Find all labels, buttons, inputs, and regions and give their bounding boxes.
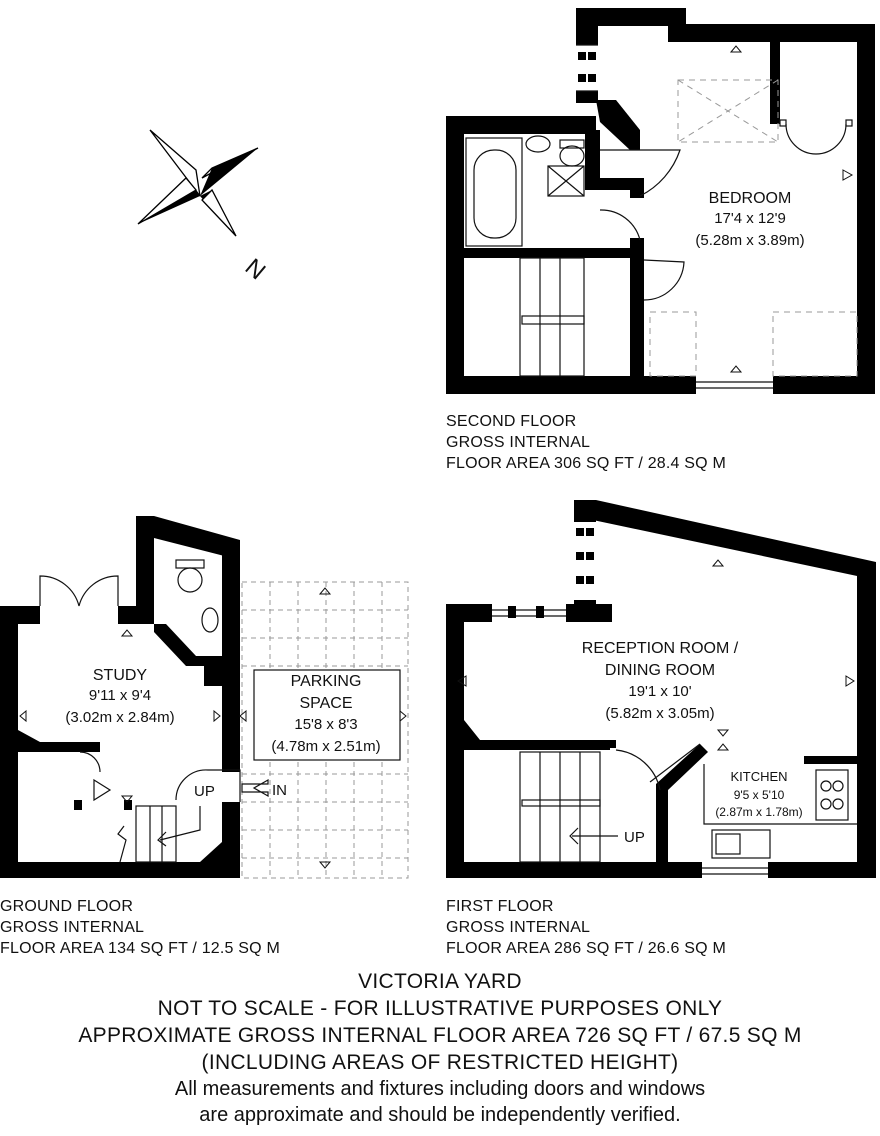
study-dims-metric: (3.02m x 2.84m) bbox=[65, 709, 175, 726]
first-floor-name: FIRST FLOOR bbox=[446, 898, 554, 915]
bedroom-dims-metric: (5.28m x 3.89m) bbox=[695, 232, 805, 249]
second-floor-name: SECOND FLOOR bbox=[446, 413, 577, 430]
second-floor-area: FLOOR AREA 306 SQ FT / 28.4 SQ M bbox=[446, 455, 726, 472]
study-dims-imperial: 9'11 x 9'4 bbox=[88, 687, 152, 704]
parking-name-line2: SPACE bbox=[299, 695, 353, 712]
bedroom-dims-imperial: 17'4 x 12'9 bbox=[714, 210, 786, 227]
disclaimer-line-2: are approximate and should be independently verified. bbox=[199, 1104, 681, 1126]
ground-floor-area: FLOOR AREA 134 SQ FT / 12.5 SQ M bbox=[0, 940, 280, 957]
first-floor-plan bbox=[446, 500, 876, 878]
reception-name-line1: RECEPTION ROOM / bbox=[581, 640, 739, 657]
ground-floor-plan bbox=[0, 516, 408, 878]
disclaimer-line-1: All measurements and fixtures including doors and windows bbox=[174, 1078, 706, 1100]
first-floor-subtitle: GROSS INTERNAL bbox=[446, 919, 591, 936]
kitchen-dims-metric: (2.87m x 1.78m) bbox=[715, 805, 803, 819]
restricted-height-note: (INCLUDING AREAS OF RESTRICTED HEIGHT) bbox=[201, 1051, 679, 1074]
parking-dims-imperial: 15'8 x 8'3 bbox=[294, 716, 358, 733]
reception-name-line2: DINING ROOM bbox=[604, 662, 716, 679]
ground-floor-name: GROUND FLOOR bbox=[0, 898, 134, 915]
second-floor-plan bbox=[446, 8, 875, 394]
reception-dims-imperial: 19'1 x 10' bbox=[628, 683, 692, 700]
parking-dims-metric: (4.78m x 2.51m) bbox=[271, 738, 381, 755]
compass-rose-icon bbox=[138, 130, 270, 285]
first-floor-caption bbox=[446, 896, 726, 959]
property-name: VICTORIA YARD bbox=[358, 970, 522, 993]
scale-note: NOT TO SCALE - FOR ILLUSTRATIVE PURPOSES ONLY bbox=[157, 997, 723, 1020]
first-floor-area: FLOOR AREA 286 SQ FT / 26.6 SQ M bbox=[446, 940, 726, 957]
first-floor-stairs-up-label: UP bbox=[624, 829, 645, 846]
ground-floor-caption bbox=[0, 896, 280, 959]
total-area-note: APPROXIMATE GROSS INTERNAL FLOOR AREA 726 SQ FT / 67.5 SQ M bbox=[78, 1024, 802, 1047]
parking-name-line1: PARKING bbox=[290, 673, 362, 690]
study-name: STUDY bbox=[92, 667, 148, 684]
kitchen-name: KITCHEN bbox=[730, 769, 788, 784]
ground-floor-stairs-up-label: UP bbox=[194, 783, 215, 800]
entrance-in-label: IN bbox=[272, 782, 287, 799]
bedroom-name: BEDROOM bbox=[708, 190, 792, 207]
kitchen-dims-imperial: 9'5 x 5'10 bbox=[733, 788, 785, 802]
second-floor-subtitle: GROSS INTERNAL bbox=[446, 434, 591, 451]
reception-dims-metric: (5.82m x 3.05m) bbox=[605, 705, 715, 722]
compass-north-label: N bbox=[239, 253, 271, 286]
second-floor-caption bbox=[446, 411, 726, 474]
footer-notes bbox=[0, 968, 880, 1128]
ground-floor-subtitle: GROSS INTERNAL bbox=[0, 919, 145, 936]
